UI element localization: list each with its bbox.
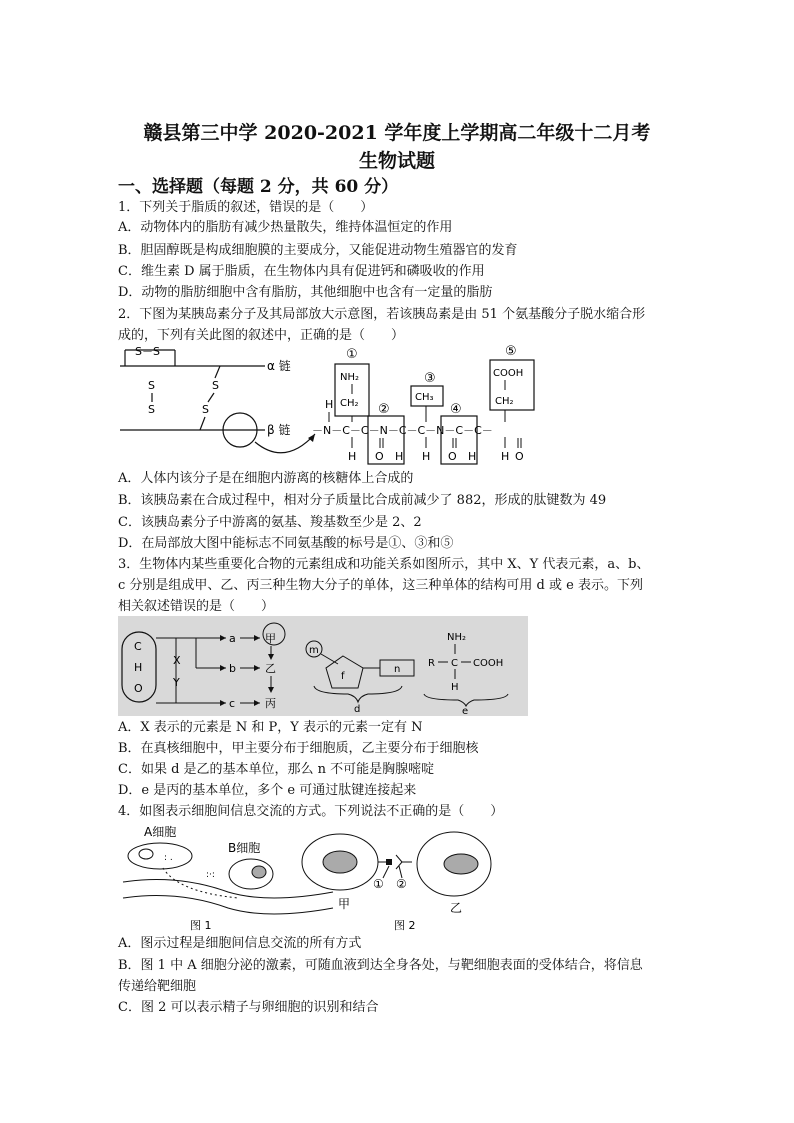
fig3-aa-h: H [451, 682, 459, 693]
section-heading: 一、选择题（每题 2 分，共 60 分） [118, 177, 399, 197]
fig3-aa-nh2: NH₂ [447, 632, 467, 643]
fig4-b-cell-label: B细胞 [228, 841, 261, 855]
fig-label-4: ④ [450, 402, 462, 417]
fig4-dots-b: :·: [206, 870, 215, 880]
fig4-fig2-label: 图 2 [394, 919, 416, 932]
fig4-a-cell-label: A细胞 [144, 825, 177, 839]
q2-option-a: A．人体内该分子是在细胞内游离的核糖体上合成的 [118, 471, 414, 486]
q4-option-a: A．图示过程是细胞间信息交流的所有方式 [118, 936, 362, 951]
fig-h-bottom-5: H [501, 450, 510, 463]
q3-option-a: A．X 表示的元素是 N 和 P，Y 表示的元素一定有 N [118, 720, 423, 735]
fig3-aa-c: C [451, 658, 458, 669]
q3-stem-line2: c 分别是组成甲、乙、丙三种生物大分子的单体，这三种单体的结构可用 d 或 e 表示。下列 [118, 578, 643, 593]
insulin-structure-figure [115, 342, 545, 470]
q1-option-b: B．胆固醇既是构成细胞膜的主要成分，又能促进动物生殖器官的发育 [118, 243, 518, 258]
fig-ss-bond-label: S－S [135, 345, 160, 358]
fig3-f: f [341, 671, 345, 682]
fig-ch2-left: CH₂ [340, 398, 359, 409]
fig3-n: n [394, 664, 401, 675]
fig-ch2-right: CH₂ [495, 396, 514, 407]
fig-s-3: S [212, 379, 219, 392]
fig3-y: Y [173, 676, 180, 689]
fig3-aa-cooh: COOH [473, 658, 504, 669]
fig-o-2: O [448, 450, 457, 463]
compound-relationship-figure [118, 616, 528, 716]
fig4-label-2: ② [396, 877, 407, 891]
fig-ch3: CH₃ [415, 392, 434, 403]
q4-option-c: C．图 2 可以表示精子与卵细胞的识别和结合 [118, 1000, 379, 1015]
fig-nh2: NH₂ [340, 372, 360, 383]
fig3-c-monomer: c [229, 697, 236, 710]
fig-cooh: COOH [493, 368, 524, 379]
q1-option-a: A．动物体内的脂肪有减少热量散失，维持体温恒定的作用 [118, 220, 453, 235]
fig4-yi-label: 乙 [450, 901, 463, 915]
fig3-e: e [462, 706, 469, 716]
fig-label-1: ① [346, 347, 358, 362]
fig3-o: O [134, 682, 143, 695]
fig-s-4: S [202, 403, 209, 416]
fig4-jia-label: 甲 [338, 897, 351, 911]
fig-s-1: S [148, 379, 155, 392]
fig3-aa-r: R [428, 658, 435, 669]
fig4-label-1: ① [373, 877, 384, 891]
q4-option-b-line2: 传递给靶细胞 [118, 979, 197, 994]
fig3-jia: 甲 [265, 632, 276, 645]
q3-stem-line1: 3．生物体内某些重要化合物的元素组成和功能关系如图所示，其中 X、Y 代表元素，a、b、 [118, 557, 650, 572]
q1-option-c: C．维生素 D 属于脂质，在生物体内具有促进钙和磷吸收的作用 [118, 264, 485, 279]
fig-s-2: S [148, 403, 155, 416]
q2-option-d: D．在局部放大图中能标志不同氨基酸的标号是①、③和⑤ [118, 536, 454, 551]
exam-title: 赣县第三中学 2020-2021 学年度上学期高二年级十二月考 [143, 122, 651, 144]
q1-stem: 1．下列关于脂质的叙述，错误的是（ ） [118, 200, 374, 215]
fig-label-3: ③ [424, 371, 436, 386]
exam-subtitle: 生物试题 [358, 150, 435, 172]
fig-h-4: H [468, 450, 477, 463]
fig-beta-chain-label: β 链 [267, 423, 291, 437]
fig-o-1: O [375, 450, 384, 463]
q2-option-b: B．该胰岛素在合成过程中，相对分子质量比合成前减少了 882，形成的肽键数为 49 [118, 493, 607, 508]
fig4-dots-a: : . [164, 853, 173, 863]
q2-option-c: C．该胰岛素分子中游离的氨基、羧基数至少是 2、2 [118, 515, 422, 530]
q4-stem: 4．如图表示细胞间信息交流的方式。下列说法不正确的是（ ） [118, 804, 504, 819]
fig4-fig1-label: 图 1 [190, 919, 212, 932]
fig-h-top: H [325, 398, 334, 411]
q3-option-c: C．如果 d 是乙的基本单位，那么 n 不可能是胸腺嘧啶 [118, 762, 435, 777]
fig3-bing: 丙 [265, 697, 276, 710]
cell-communication-figure [118, 822, 518, 932]
q2-stem-line1: 2．下图为某胰岛素分子及其局部放大示意图，若该胰岛素是由 51 个氨基酸分子脱水缩合形 [118, 307, 646, 322]
q2-stem-line2: 成的，下列有关此图的叙述中，正确的是（ ） [118, 328, 405, 343]
fig3-x: X [173, 654, 181, 667]
fig3-a: a [229, 632, 236, 645]
fig-label-5: ⑤ [505, 344, 517, 359]
fig-h-2: H [395, 450, 404, 463]
fig3-m: m [309, 645, 319, 656]
fig3-yi: 乙 [265, 662, 276, 675]
fig-alpha-chain-label: α 链 [267, 359, 291, 373]
fig3-h: H [134, 661, 143, 674]
fig3-d: d [354, 704, 361, 715]
fig3-c: C [134, 640, 142, 653]
q1-option-d: D．动物的脂肪细胞中含有脂肪，其他细胞中也含有一定量的脂肪 [118, 285, 493, 300]
fig-h-bottom-1: H [348, 450, 357, 463]
fig-peptide-chain: －N－C－C－N－C－C－N－C－C－ [312, 424, 493, 437]
fig-o-3: O [515, 450, 524, 463]
fig-label-2: ② [378, 402, 390, 417]
q4-option-b-line1: B．图 1 中 A 细胞分泌的激素，可随血液到达全身各处，与靶细胞表面的受体结合，将信息 [118, 958, 643, 973]
fig3-b: b [229, 662, 236, 675]
q3-option-b: B．在真核细胞中，甲主要分布于细胞质，乙主要分布于细胞核 [118, 741, 479, 756]
q3-option-d: D．e 是丙的基本单位，多个 e 可通过肽键连接起来 [118, 783, 417, 798]
q3-stem-line3: 相关叙述错误的是（ ） [118, 599, 275, 614]
fig-h-bottom-3: H [422, 450, 431, 463]
